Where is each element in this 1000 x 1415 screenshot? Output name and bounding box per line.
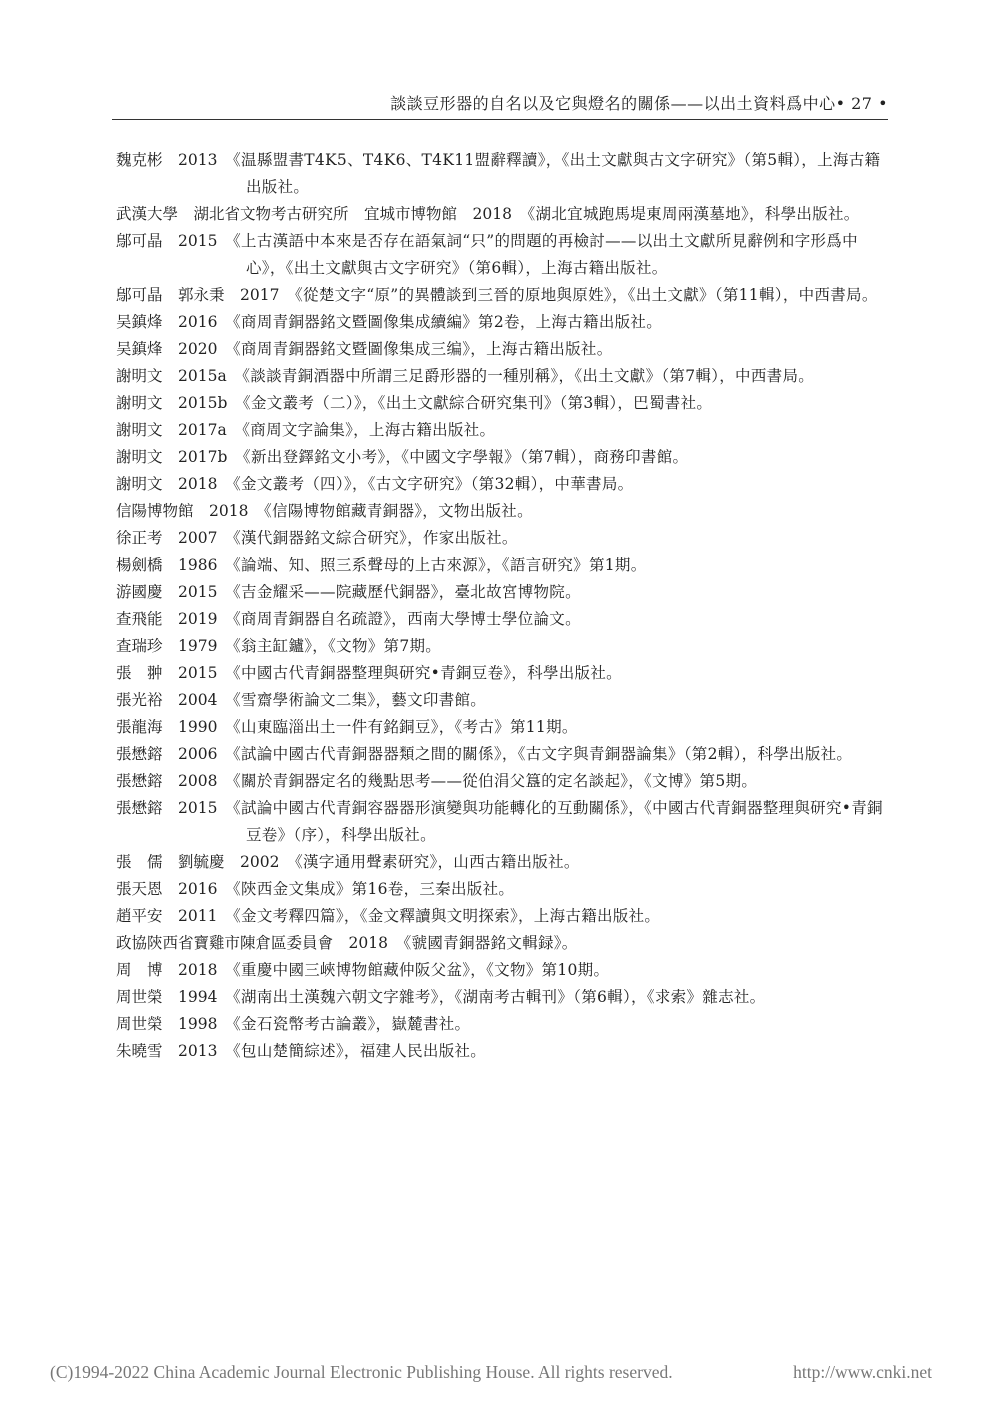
ref-year: 2020 xyxy=(178,340,218,358)
ref-year: 2015 xyxy=(178,232,218,250)
reference-entry xyxy=(116,957,886,984)
ref-authors: 查飛能 xyxy=(116,610,163,628)
reference-entry xyxy=(116,633,886,660)
ref-text: 《湖北宜城跑馬堤東周兩漢墓地》，科學出版社。 xyxy=(527,205,860,223)
ref-authors: 張 儒 劉毓慶 xyxy=(116,853,225,871)
ref-year: 2016 xyxy=(178,880,218,898)
reference-entry xyxy=(116,498,886,525)
ref-authors: 謝明文 xyxy=(116,421,163,439)
ref-text: 《金石瓷幣考古論叢》，嶽麓書社。 xyxy=(233,1015,471,1033)
ref-authors: 游國慶 xyxy=(116,583,163,601)
ref-year: 2015 xyxy=(178,664,218,682)
reference-entry xyxy=(116,363,886,390)
ref-year: 2015 xyxy=(178,583,218,601)
ref-authors: 魏克彬 xyxy=(116,151,163,169)
reference-entry xyxy=(116,282,886,309)
ref-year: 2017b xyxy=(178,448,228,466)
ref-text: 《金文叢考（四）》，《古文字研究》（第32輯），中華書局。 xyxy=(233,475,634,493)
copyright-footer xyxy=(50,1362,950,1383)
reference-entry xyxy=(116,1011,886,1038)
ref-text: 《漢代銅器銘文綜合研究》，作家出版社。 xyxy=(233,529,518,547)
ref-authors: 周 博 xyxy=(116,961,163,979)
ref-text: 《湖南出土漢魏六朝文字雜考》，《湖南考古輯刊》（第6輯），《求索》雜志社。 xyxy=(233,988,766,1006)
ref-authors: 徐正考 xyxy=(116,529,163,547)
reference-entry xyxy=(116,795,886,849)
ref-text: 《吉金耀采——院藏歷代銅器》，臺北故宮博物院。 xyxy=(233,583,581,601)
ref-year: 2015a xyxy=(178,367,227,385)
ref-year: 2018 xyxy=(472,205,512,223)
running-header xyxy=(112,91,888,120)
page-number: • 27 • xyxy=(835,94,888,113)
reference-entry xyxy=(116,417,886,444)
ref-year: 2018 xyxy=(178,961,218,979)
ref-authors: 謝明文 xyxy=(116,394,163,412)
ref-authors: 信陽博物館 xyxy=(116,502,194,520)
ref-year: 2019 xyxy=(178,610,218,628)
ref-year: 1994 xyxy=(178,988,218,1006)
ref-year: 2007 xyxy=(178,529,218,547)
ref-authors: 吴鎮烽 xyxy=(116,313,163,331)
ref-authors: 趙平安 xyxy=(116,907,163,925)
ref-authors: 鄔可晶 xyxy=(116,232,163,250)
reference-entry xyxy=(116,390,886,417)
ref-year: 2015 xyxy=(178,799,218,817)
ref-authors: 楊劍橋 xyxy=(116,556,163,574)
ref-text: 《金文叢考（二）》，《出土文獻綜合研究集刊》（第3輯），巴蜀書社。 xyxy=(242,394,713,412)
ref-text: 《信陽博物館藏青銅器》，文物出版社。 xyxy=(264,502,533,520)
ref-text: 《中國古代青銅器整理與研究•青銅豆卷》，科學出版社。 xyxy=(233,664,622,682)
ref-text: 《談談青銅酒器中所謂三足爵形器的一種別稱》，《出土文獻》（第7輯），中西書局。 xyxy=(242,367,815,385)
ref-authors: 張天恩 xyxy=(116,880,163,898)
ref-authors: 張懋鎔 xyxy=(116,745,163,763)
reference-entry xyxy=(116,147,886,201)
ref-year: 2017a xyxy=(178,421,227,439)
ref-year: 2011 xyxy=(178,907,218,925)
header-title: 談談豆形器的自名以及它與燈名的關係——以出土資料爲中心 xyxy=(390,94,836,113)
ref-authors: 張 翀 xyxy=(116,664,163,682)
ref-authors: 謝明文 xyxy=(116,367,163,385)
ref-year: 1990 xyxy=(178,718,218,736)
ref-year: 1986 xyxy=(178,556,218,574)
ref-authors: 張光裕 xyxy=(116,691,163,709)
ref-text: 《商周青銅器自名疏證》，西南大學博士學位論文。 xyxy=(233,610,581,628)
ref-text: 《論端、知、照三系聲母的上古來源》，《語言研究》第1期。 xyxy=(233,556,647,574)
reference-entry xyxy=(116,714,886,741)
reference-entry xyxy=(116,660,886,687)
ref-text: 《山東臨淄出土一件有銘銅豆》，《考古》第11期。 xyxy=(233,718,578,736)
ref-text: 《翁主缸鑪》，《文物》第7期。 xyxy=(233,637,442,655)
ref-year: 2013 xyxy=(178,1042,218,1060)
copyright-notice: (C)1994-2022 China Academic Journal Electronic Publishing House. All rights reserved. xyxy=(50,1362,673,1382)
ref-text: 《新出登鐸銘文小考》，《中國文字學報》（第7輯），商務印書館。 xyxy=(242,448,689,466)
ref-year: 2015b xyxy=(178,394,228,412)
ref-text: 《重慶中國三峽博物館藏仲阪父盆》，《文物》第10期。 xyxy=(233,961,610,979)
ref-text: 《從楚文字“原”的異體談到三晉的原地與原姓》，《出土文獻》（第11輯），中西書局。 xyxy=(295,286,878,304)
ref-authors: 查瑞珍 xyxy=(116,637,163,655)
ref-year: 1998 xyxy=(178,1015,218,1033)
ref-text: 《試論中國古代青銅容器器形演變與功能轉化的互動關係》，《中國古代青銅器整理與研究•青銅豆卷》（序），科學出版社。 xyxy=(233,799,883,844)
ref-authors: 張懋鎔 xyxy=(116,772,163,790)
reference-entry xyxy=(116,1038,886,1065)
reference-entry xyxy=(116,849,886,876)
ref-text: 《商周青銅器銘文暨圖像集成續編》第2卷，上海古籍出版社。 xyxy=(233,313,663,331)
ref-text: 《關於青銅器定名的幾點思考——從伯涓父簋的定名談起》，《文博》第5期。 xyxy=(233,772,758,790)
ref-text: 《試論中國古代青銅器器類之間的關係》，《古文字與青銅器論集》（第2輯），科學出版社。 xyxy=(233,745,853,763)
reference-entry xyxy=(116,687,886,714)
reference-entry xyxy=(116,741,886,768)
ref-text: 《雪齋學術論文二集》，藝文印書館。 xyxy=(233,691,487,709)
ref-text: 《金文考釋四篇》，《金文釋讀與文明探索》，上海古籍出版社。 xyxy=(233,907,661,925)
ref-text: 《陝西金文集成》第16卷，三秦出版社。 xyxy=(233,880,515,898)
ref-authors: 周世榮 xyxy=(116,1015,163,1033)
ref-text: 《包山楚簡綜述》，福建人民出版社。 xyxy=(233,1042,487,1060)
ref-authors: 謝明文 xyxy=(116,475,163,493)
reference-entry xyxy=(116,525,886,552)
ref-year: 2013 xyxy=(178,151,218,169)
ref-year: 2016 xyxy=(178,313,218,331)
ref-year: 2006 xyxy=(178,745,218,763)
ref-text: 《上古漢語中本來是否存在語氣詞“只”的問題的再檢討——以出土文獻所見辭例和字形爲中心》，《出土文獻與古文字研究》（第6輯），上海古籍出版社。 xyxy=(233,232,858,277)
ref-text: 《虢國青銅器銘文輯録》。 xyxy=(403,934,578,952)
reference-entry xyxy=(116,876,886,903)
ref-authors: 張龍海 xyxy=(116,718,163,736)
reference-entry xyxy=(116,201,886,228)
website-link[interactable]: http://www.cnki.net xyxy=(793,1362,932,1382)
ref-text: 《漢字通用聲素研究》，山西古籍出版社。 xyxy=(295,853,580,871)
ref-authors: 吴鎮烽 xyxy=(116,340,163,358)
reference-entry xyxy=(116,930,886,957)
ref-text: 《温縣盟書T4K5、T4K6、T4K11盟辭釋讀》，《出土文獻與古文字研究》（第5輯），上海古籍出版社。 xyxy=(233,151,881,196)
reference-entry xyxy=(116,579,886,606)
reference-list xyxy=(116,147,886,1065)
ref-authors: 朱曉雪 xyxy=(116,1042,163,1060)
reference-entry xyxy=(116,984,886,1011)
reference-entry xyxy=(116,552,886,579)
ref-authors: 鄔可晶 郭永秉 xyxy=(116,286,225,304)
reference-entry xyxy=(116,444,886,471)
ref-year: 2002 xyxy=(240,853,280,871)
ref-text: 《商周文字論集》，上海古籍出版社。 xyxy=(242,421,496,439)
ref-authors: 張懋鎔 xyxy=(116,799,163,817)
reference-entry xyxy=(116,606,886,633)
ref-year: 1979 xyxy=(178,637,218,655)
reference-entry xyxy=(116,903,886,930)
ref-authors: 政協陝西省寶雞市陳倉區委員會 xyxy=(116,934,334,952)
reference-entry xyxy=(116,336,886,363)
ref-year: 2018 xyxy=(348,934,388,952)
reference-entry xyxy=(116,309,886,336)
ref-year: 2017 xyxy=(240,286,280,304)
ref-authors: 武漢大學 湖北省文物考古研究所 宜城市博物館 xyxy=(116,205,458,223)
ref-year: 2018 xyxy=(178,475,218,493)
reference-entry xyxy=(116,228,886,282)
ref-year: 2004 xyxy=(178,691,218,709)
ref-text: 《商周青銅器銘文暨圖像集成三编》，上海古籍出版社。 xyxy=(233,340,613,358)
ref-year: 2018 xyxy=(209,502,249,520)
ref-authors: 謝明文 xyxy=(116,448,163,466)
reference-entry xyxy=(116,471,886,498)
ref-authors: 周世榮 xyxy=(116,988,163,1006)
reference-entry xyxy=(116,768,886,795)
ref-year: 2008 xyxy=(178,772,218,790)
